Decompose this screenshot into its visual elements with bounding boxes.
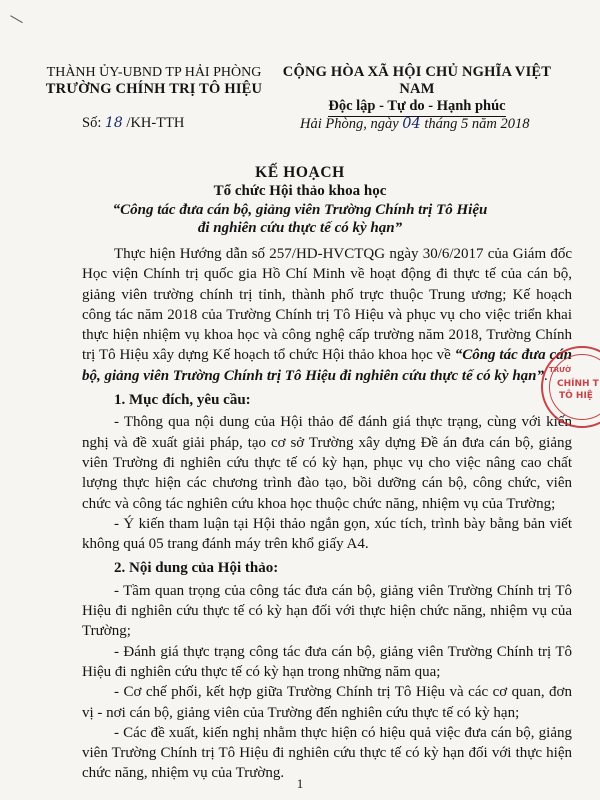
doc-topic-line-2: đi nghiên cứu thực tế có kỳ hạn”: [197, 220, 403, 236]
section-1-item: - Thông qua nội dung của Hội thảo để đánh giá thực trạng, cùng với kiến nghị và đề xuất giải pháp, tạo cơ sở Trường xây dựng Đề án đưa cán bộ, giảng viên Trường đi nghiên cứu thực tế có kỳ hạn, phục vụ cho việc nâng cao chất lượng thực hiện các chương trình đào tạo, bồi dưỡng cán bộ, công chức, viên chức và công tác nghiên cứu khoa học thuộc chức năng, nhiệm vụ của Trường;: [82, 414, 572, 512]
docno-handwritten: 18: [104, 115, 123, 131]
intro-paragraph: [82, 244, 572, 386]
section-2-item: - Các đề xuất, kiến nghị nhằm thực hiện có hiệu quả việc đưa cán bộ, giảng viên Trường Chính trị Tô Hiệu đi nghiên cứu thực tế có kỳ hạn đối với thực hiện chức năng, nhiệm vụ của Trường.: [82, 724, 572, 782]
doc-topic-line-1: “Công tác đưa cán bộ, giảng viên Trường Chính trị Tô Hiệu: [112, 202, 488, 218]
seal-text-top: TRƯỜ: [549, 366, 572, 374]
section-1-heading: 1. Mục đích, yêu cầu:: [114, 392, 251, 409]
section-1-item: - Ý kiến tham luận tại Hội thảo ngắn gọn, xúc tích, trình bày bằng bản viết không quá 05 trang đánh máy trên khổ giấy A4.: [82, 515, 572, 553]
intro-text: Thực hiện Hướng dẫn số 257/HD-HVCTQG ngày 30/6/2017 của Giám đốc Học viện Chính trị quốc gia Hồ Chí Minh về hoạt động đi thực tế của cán bộ, giảng viên trường chính trị tỉnh, thành phố trực thuộc Trung ương; Kế hoạch công tác năm 2018 của Trường Chính trị Tô Hiệu và phục vụ cho việc triển khai thực hiện nhiệm vụ khoa học và công nghệ cấp trường năm 2018, Trường Chính trị Tô Hiệu xây dựng Kế hoạch tổ chức Hội thảo khoa học về: [82, 246, 572, 364]
nation-title: CỘNG HÒA XÃ HỘI CHỦ NGHĨA VIỆT NAM: [282, 64, 552, 97]
issuing-organization: [44, 64, 264, 98]
document-number: [82, 115, 184, 132]
org-line-1: THÀNH ỦY-UBND TP HẢI PHÒNG: [46, 65, 262, 80]
docno-suffix: /KH-TTH: [126, 115, 185, 131]
place-suffix: tháng 5 năm 2018: [424, 116, 530, 132]
corner-mark: [5, 15, 23, 32]
document-body: [82, 244, 572, 784]
national-motto: Độc lập - Tự do - Hạnh phúc: [328, 98, 505, 117]
doc-topic: [0, 201, 600, 237]
intro-emphasis: “Công tác đưa cán bộ, giảng viên Trường Chính trị Tô Hiệu đi nghiên cứu thực tế có kỳ hạn”: [82, 347, 572, 384]
seal-text-mid: CHÍNH T: [557, 379, 599, 389]
place-prefix: Hải Phòng, ngày: [300, 116, 399, 132]
org-line-2: TRƯỜNG CHÍNH TRỊ TÔ HIỆU: [45, 81, 263, 97]
place-day-handwritten: 04: [402, 116, 421, 132]
doc-title: KẾ HOẠCH: [255, 164, 345, 181]
doc-subtitle: Tổ chức Hội thảo khoa học: [213, 183, 387, 199]
docno-prefix: Số:: [82, 115, 102, 131]
section-2-item: - Tầm quan trọng của công tác đưa cán bộ, giảng viên Trường Chính trị Tô Hiệu đi nghiên cứu thực tế có kỳ hạn đối với thực hiện chức năng, nhiệm vụ của Trường;: [82, 582, 572, 640]
national-header: [272, 64, 562, 117]
seal-text-bottom: TÔ HIỆ: [559, 391, 593, 401]
page-number: 1: [296, 776, 304, 791]
section-2-heading: 2. Nội dung của Hội thảo:: [114, 560, 279, 577]
section-2-item: - Cơ chế phối, kết hợp giữa Trường Chính trị Tô Hiệu và các cơ quan, đơn vị - nơi cán bộ, giảng viên của Trường đến nghiên cứu thực tế có kỳ hạn;: [82, 684, 572, 721]
section-2-item: - Đánh giá thực trạng công tác đưa cán bộ, giảng viên Trường Chính trị Tô Hiệu đi nghiên cứu thực tế có kỳ hạn trong những năm qua;: [82, 643, 572, 680]
place-and-date: [300, 116, 530, 133]
intro-end: .: [544, 367, 548, 384]
